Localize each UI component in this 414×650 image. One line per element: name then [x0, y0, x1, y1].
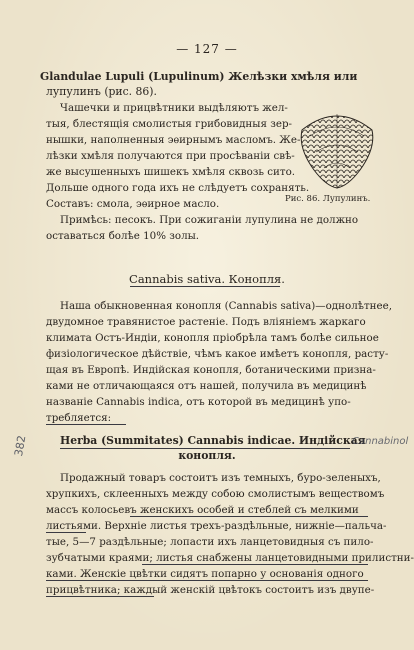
body-line: зубчатыми краями; листья снабжены ланцетовидными прилистни- — [46, 552, 414, 564]
figure-caption: Рис. 86. Лупулинъ. — [285, 194, 371, 204]
body-line: тыя, блестящія смолистыя грибовидныя зер- — [46, 118, 293, 130]
body-line: Продажный товаръ состоитъ изъ темныхъ, буро-зеленыхъ, — [60, 472, 381, 484]
heading-line-2: конопля. — [178, 449, 236, 462]
body-line: Чашечки и прицвѣтники выдѣляютъ жел- — [60, 102, 288, 114]
body-line: же высушенныхъ шишекъ хмѣля сквозь сито. — [46, 166, 296, 178]
margin-note-left: 382 — [12, 434, 29, 458]
body-line: физіологическое дѣйствіе, чѣмъ какое имѣетъ конопля, расту- — [46, 348, 389, 360]
pen-underline — [46, 580, 368, 581]
page-number: — 127 — — [176, 42, 238, 56]
body-line: щая въ Европѣ. Индійская конопля, ботаническими призна- — [46, 364, 376, 376]
margin-note-right: Cannabinol — [352, 436, 409, 447]
pen-underline — [130, 286, 280, 287]
heading-latin: Glandulae Lupuli (Lupulinum) — [40, 70, 225, 83]
body-line: листьями. Верхніе листья трехъ-раздѣльные, нижніе—пальча- — [46, 520, 387, 532]
body-line: ками. Женскіе цвѣтки сидятъ попарно у основанія одного — [46, 568, 364, 580]
pen-underline — [46, 532, 86, 533]
composition-line: Составъ: смола, эѳирное масло. — [46, 198, 220, 210]
body-line: Дольше одного года ихъ не слѣдуетъ сохранять. — [46, 182, 310, 194]
body-line: хрупкихъ, склеенныхъ между собою смолистымъ веществомъ — [46, 488, 385, 500]
section-heading-cannabis-sativa: Cannabis sativa. Конопля. — [129, 272, 285, 286]
pen-underline — [46, 424, 126, 425]
body-line: Наша обыкновенная конопля (Cannabis sativa)—однолѣтнее, — [60, 300, 392, 312]
lupulin-illustration — [296, 108, 378, 192]
body-line: названіе Cannabis indica, отъ которой въ медицинѣ упо- — [46, 396, 351, 408]
body-line: двудомное травянистое растеніе. Подъ вліяніемъ жаркаго — [46, 316, 366, 328]
body-line: тые, 5—7 раздѣльные; лопасти ихъ ланцетовидныя съ пило- — [46, 536, 374, 548]
body-line: ками не отличающаяся отъ нашей, получила въ медицинѣ — [46, 380, 367, 392]
pen-underline — [130, 516, 368, 517]
body-line: требляется: — [46, 412, 112, 424]
pen-underline — [142, 564, 368, 565]
body-line: нышки, наполненныя эѳирнымъ масломъ. Же- — [46, 134, 301, 146]
body-line: массъ колосьевъ женскихъ особей и стеблей съ мелкими — [46, 504, 359, 516]
body-line: климата Остъ-Индіи, конопля пріобрѣла тамъ болѣе сильное — [46, 332, 379, 344]
section-heading-cannabis-indica: Herba (Summitates) Cannabis indicae. Индійская — [60, 434, 366, 447]
heading-line-2: лупулинъ (рис. 86). — [46, 85, 157, 98]
heading-russian: Желѣзки хмѣля или — [228, 70, 358, 83]
section-heading-lupulin — [40, 70, 357, 83]
body-line: прицвѣтника; каждый женскій цвѣтокъ состоитъ изъ двупе- — [46, 584, 375, 596]
pen-underline — [46, 596, 154, 597]
admixture-line: оставаться болѣе 10% золы. — [46, 230, 200, 242]
body-line: лѣзки хмѣля получаются при просѣваніи свѣ- — [46, 150, 295, 162]
admixture-line: Примѣсь: песокъ. При сожиганіи лупулина не должно — [60, 214, 359, 226]
